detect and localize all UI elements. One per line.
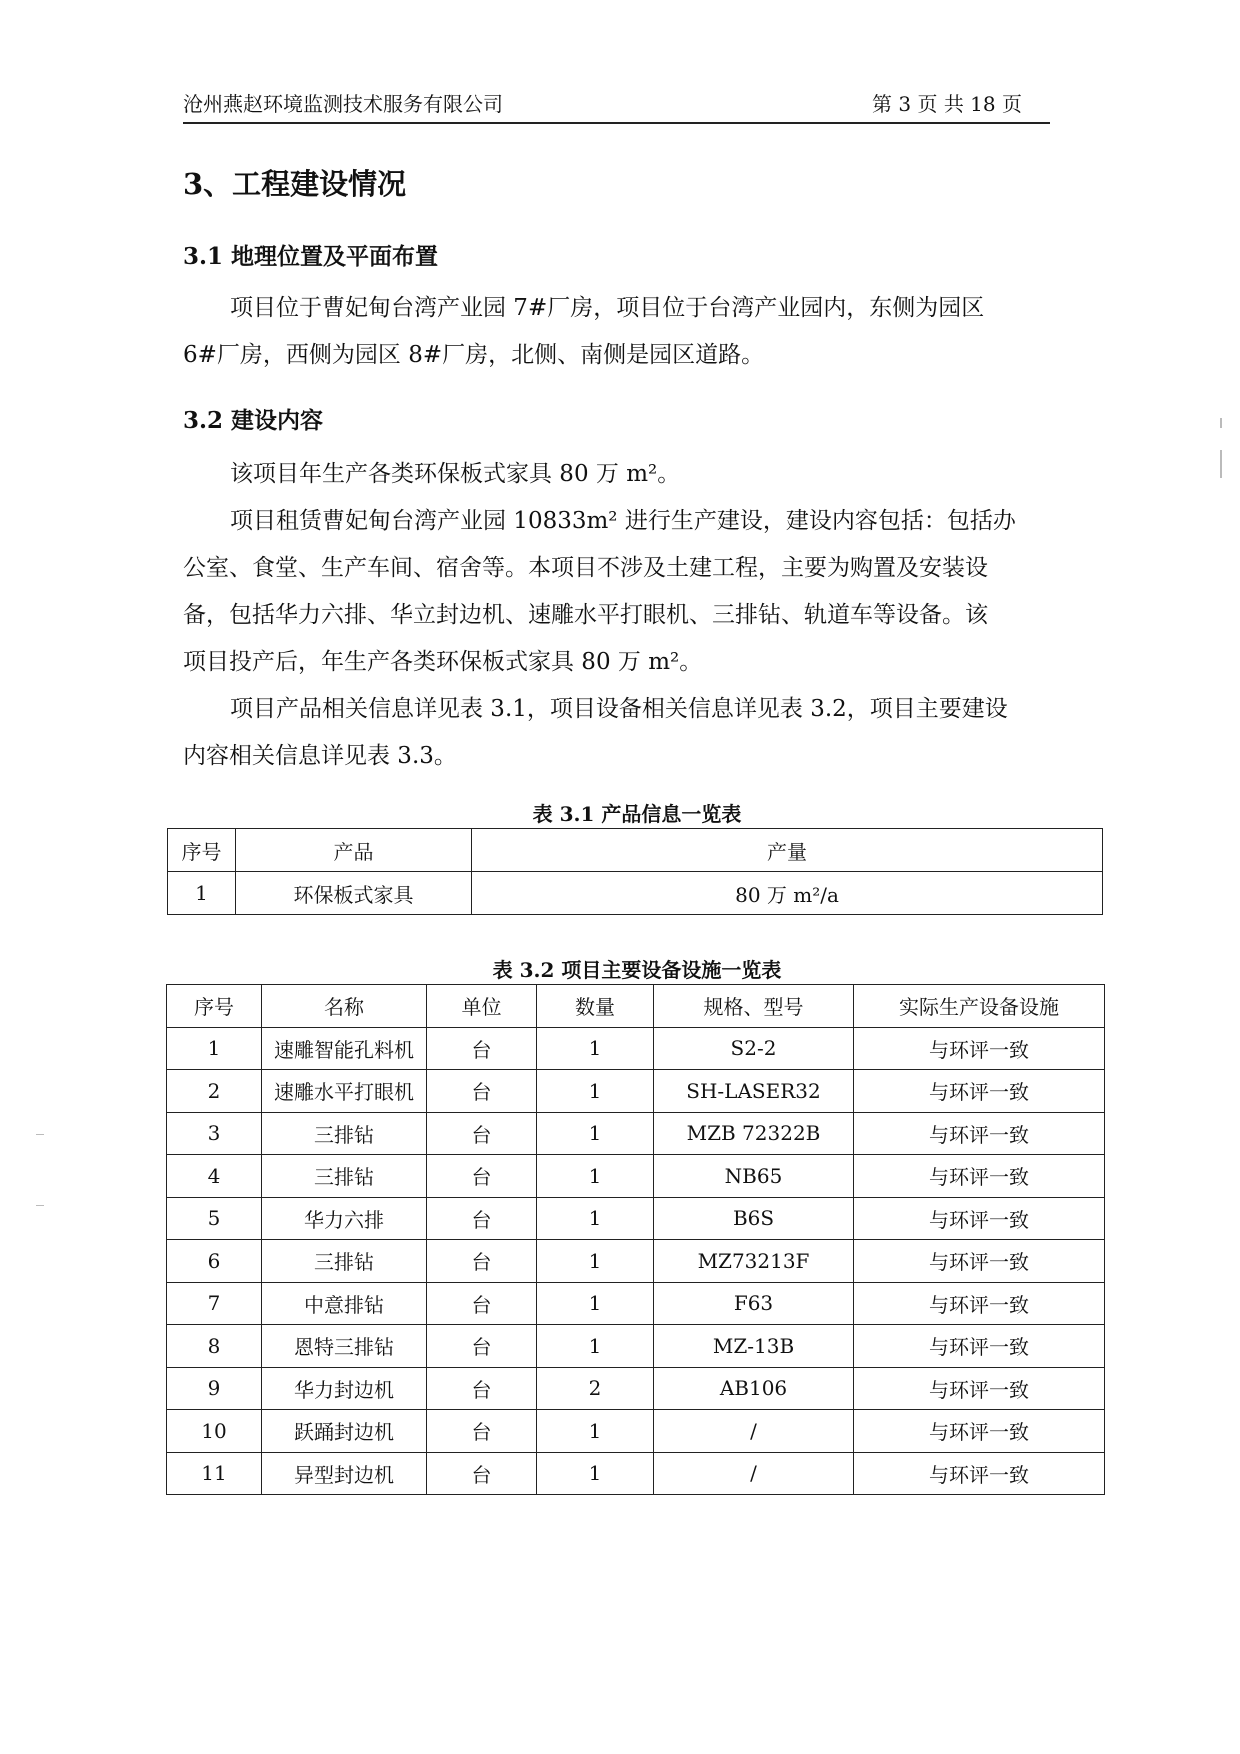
table-row (167, 1325, 1105, 1368)
table-cell: 速雕水平打眼机 (262, 1070, 427, 1113)
table-cell: MZ-13B (654, 1325, 854, 1368)
text-line: 内容相关信息详见表 3.3。 (183, 743, 457, 769)
table-cell: 1 (537, 1197, 654, 1240)
table-cell: 与环评一致 (854, 1452, 1105, 1495)
heading-3-2: 3.2 建设内容 (183, 407, 324, 434)
table-cell: 华力封边机 (262, 1367, 427, 1410)
table-cell: SH-LASER32 (654, 1070, 854, 1113)
table-cell: 1 (168, 872, 236, 915)
table-row (167, 1367, 1105, 1410)
text-line: 该项目年生产各类环保板式家具 80 万 m²。 (230, 461, 681, 487)
table-cell: 1 (537, 1325, 654, 1368)
table-cell: 10 (167, 1410, 262, 1453)
table-header-cell: 规格、型号 (654, 985, 854, 1028)
table-3-2 (166, 984, 1105, 1495)
table-cell: 4 (167, 1155, 262, 1198)
table-cell: 与环评一致 (854, 1112, 1105, 1155)
table-row (167, 1197, 1105, 1240)
table-cell: MZB 72322B (654, 1112, 854, 1155)
table-header-cell: 数量 (537, 985, 654, 1028)
paragraph-location (183, 285, 1051, 379)
table-row (167, 1070, 1105, 1113)
table-3-1-caption: 表 3.1 产品信息一览表 (532, 802, 742, 826)
table-cell: 1 (537, 1282, 654, 1325)
table-cell: 台 (427, 1155, 537, 1198)
table-header-cell: 名称 (262, 985, 427, 1028)
table-cell: 台 (427, 1282, 537, 1325)
section-title: 3、工程建设情况 (183, 167, 407, 201)
table-cell: 华力六排 (262, 1197, 427, 1240)
table-row (167, 1240, 1105, 1283)
table-cell: 2 (537, 1367, 654, 1410)
table-header-cell: 实际生产设备设施 (854, 985, 1105, 1028)
table-cell: 三排钻 (262, 1112, 427, 1155)
scan-artifact (1220, 450, 1222, 478)
table-cell: 台 (427, 1452, 537, 1495)
table-cell: 8 (167, 1325, 262, 1368)
table-cell: 与环评一致 (854, 1325, 1105, 1368)
table-cell: 与环评一致 (854, 1367, 1105, 1410)
table-cell: AB106 (654, 1367, 854, 1410)
table-cell: 中意排钻 (262, 1282, 427, 1325)
table-cell: 台 (427, 1367, 537, 1410)
text-line: 公室、食堂、生产车间、宿舍等。本项目不涉及土建工程，主要为购置及安装设 (183, 555, 988, 581)
table-3-2-caption: 表 3.2 项目主要设备设施一览表 (492, 958, 782, 982)
text-line: 备，包括华力六排、华立封边机、速雕水平打眼机、三排钻、轨道车等设备。该 (183, 602, 988, 628)
table-cell: / (654, 1452, 854, 1495)
table-cell: 台 (427, 1197, 537, 1240)
page-number: 第 3 页 共 18 页 (872, 92, 1022, 116)
table-cell: 三排钻 (262, 1240, 427, 1283)
table-cell: MZ73213F (654, 1240, 854, 1283)
scan-artifact (36, 1205, 44, 1206)
paragraph-content (183, 451, 1051, 780)
table-cell: 6 (167, 1240, 262, 1283)
table-cell: 11 (167, 1452, 262, 1495)
table-row (167, 1155, 1105, 1198)
table-cell: 速雕智能孔料机 (262, 1027, 427, 1070)
table-header-row (167, 985, 1105, 1028)
table-cell: 恩特三排钻 (262, 1325, 427, 1368)
table-cell: 台 (427, 1240, 537, 1283)
table-cell: 与环评一致 (854, 1155, 1105, 1198)
table-cell: 1 (537, 1155, 654, 1198)
page-header (183, 84, 1050, 124)
table-header-row (168, 829, 1103, 872)
table-cell: 台 (427, 1112, 537, 1155)
table-cell: 与环评一致 (854, 1282, 1105, 1325)
table-cell: F63 (654, 1282, 854, 1325)
table-cell: 1 (537, 1410, 654, 1453)
table-row (167, 1410, 1105, 1453)
table-cell: 与环评一致 (854, 1240, 1105, 1283)
table-cell: NB65 (654, 1155, 854, 1198)
text-line: 项目位于曹妃甸台湾产业园 7#厂房，项目位于台湾产业园内，东侧为园区 (230, 295, 985, 321)
table-cell: 9 (167, 1367, 262, 1410)
table-cell: 与环评一致 (854, 1070, 1105, 1113)
text-line: 项目租赁曹妃甸台湾产业园 10833m² 进行生产建设，建设内容包括：包括办 (230, 508, 1016, 534)
table-cell: 台 (427, 1070, 537, 1113)
table-cell: 1 (167, 1027, 262, 1070)
table-cell: 80 万 m²/a (472, 872, 1103, 915)
table-cell: 7 (167, 1282, 262, 1325)
table-cell: 5 (167, 1197, 262, 1240)
table-cell: 1 (537, 1452, 654, 1495)
table-cell: 2 (167, 1070, 262, 1113)
text-line: 项目投产后，年生产各类环保板式家具 80 万 m²。 (183, 649, 703, 675)
scan-artifact (36, 1134, 44, 1135)
table-row (167, 1112, 1105, 1155)
table-3-1 (167, 828, 1103, 915)
table-cell: 台 (427, 1027, 537, 1070)
table-cell: B6S (654, 1197, 854, 1240)
table-cell: 1 (537, 1240, 654, 1283)
table-cell: 3 (167, 1112, 262, 1155)
table-cell: 异型封边机 (262, 1452, 427, 1495)
table-cell: / (654, 1410, 854, 1453)
table-cell: 1 (537, 1027, 654, 1070)
table-header-cell: 序号 (168, 829, 236, 872)
table-cell: 台 (427, 1325, 537, 1368)
table-header-cell: 单位 (427, 985, 537, 1028)
table-header-cell: 产量 (472, 829, 1103, 872)
table-header-cell: 序号 (167, 985, 262, 1028)
table-cell: 三排钻 (262, 1155, 427, 1198)
text-line: 6#厂房，西侧为园区 8#厂房，北侧、南侧是园区道路。 (183, 342, 765, 368)
table-row (167, 1027, 1105, 1070)
table-header-cell: 产品 (236, 829, 472, 872)
text-line: 项目产品相关信息详见表 3.1，项目设备相关信息详见表 3.2，项目主要建设 (230, 696, 1008, 722)
company-name: 沧州燕赵环境监测技术服务有限公司 (183, 92, 503, 116)
table-cell: 环保板式家具 (236, 872, 472, 915)
table-cell: 1 (537, 1070, 654, 1113)
table-cell: 与环评一致 (854, 1197, 1105, 1240)
table-cell: S2-2 (654, 1027, 854, 1070)
scan-artifact (1220, 418, 1222, 428)
heading-3-1: 3.1 地理位置及平面布置 (183, 243, 439, 270)
table-cell: 台 (427, 1410, 537, 1453)
table-row (167, 1282, 1105, 1325)
table-cell: 与环评一致 (854, 1410, 1105, 1453)
table-row (168, 872, 1103, 915)
table-cell: 1 (537, 1112, 654, 1155)
table-row (167, 1452, 1105, 1495)
table-cell: 跃踊封边机 (262, 1410, 427, 1453)
table-cell: 与环评一致 (854, 1027, 1105, 1070)
